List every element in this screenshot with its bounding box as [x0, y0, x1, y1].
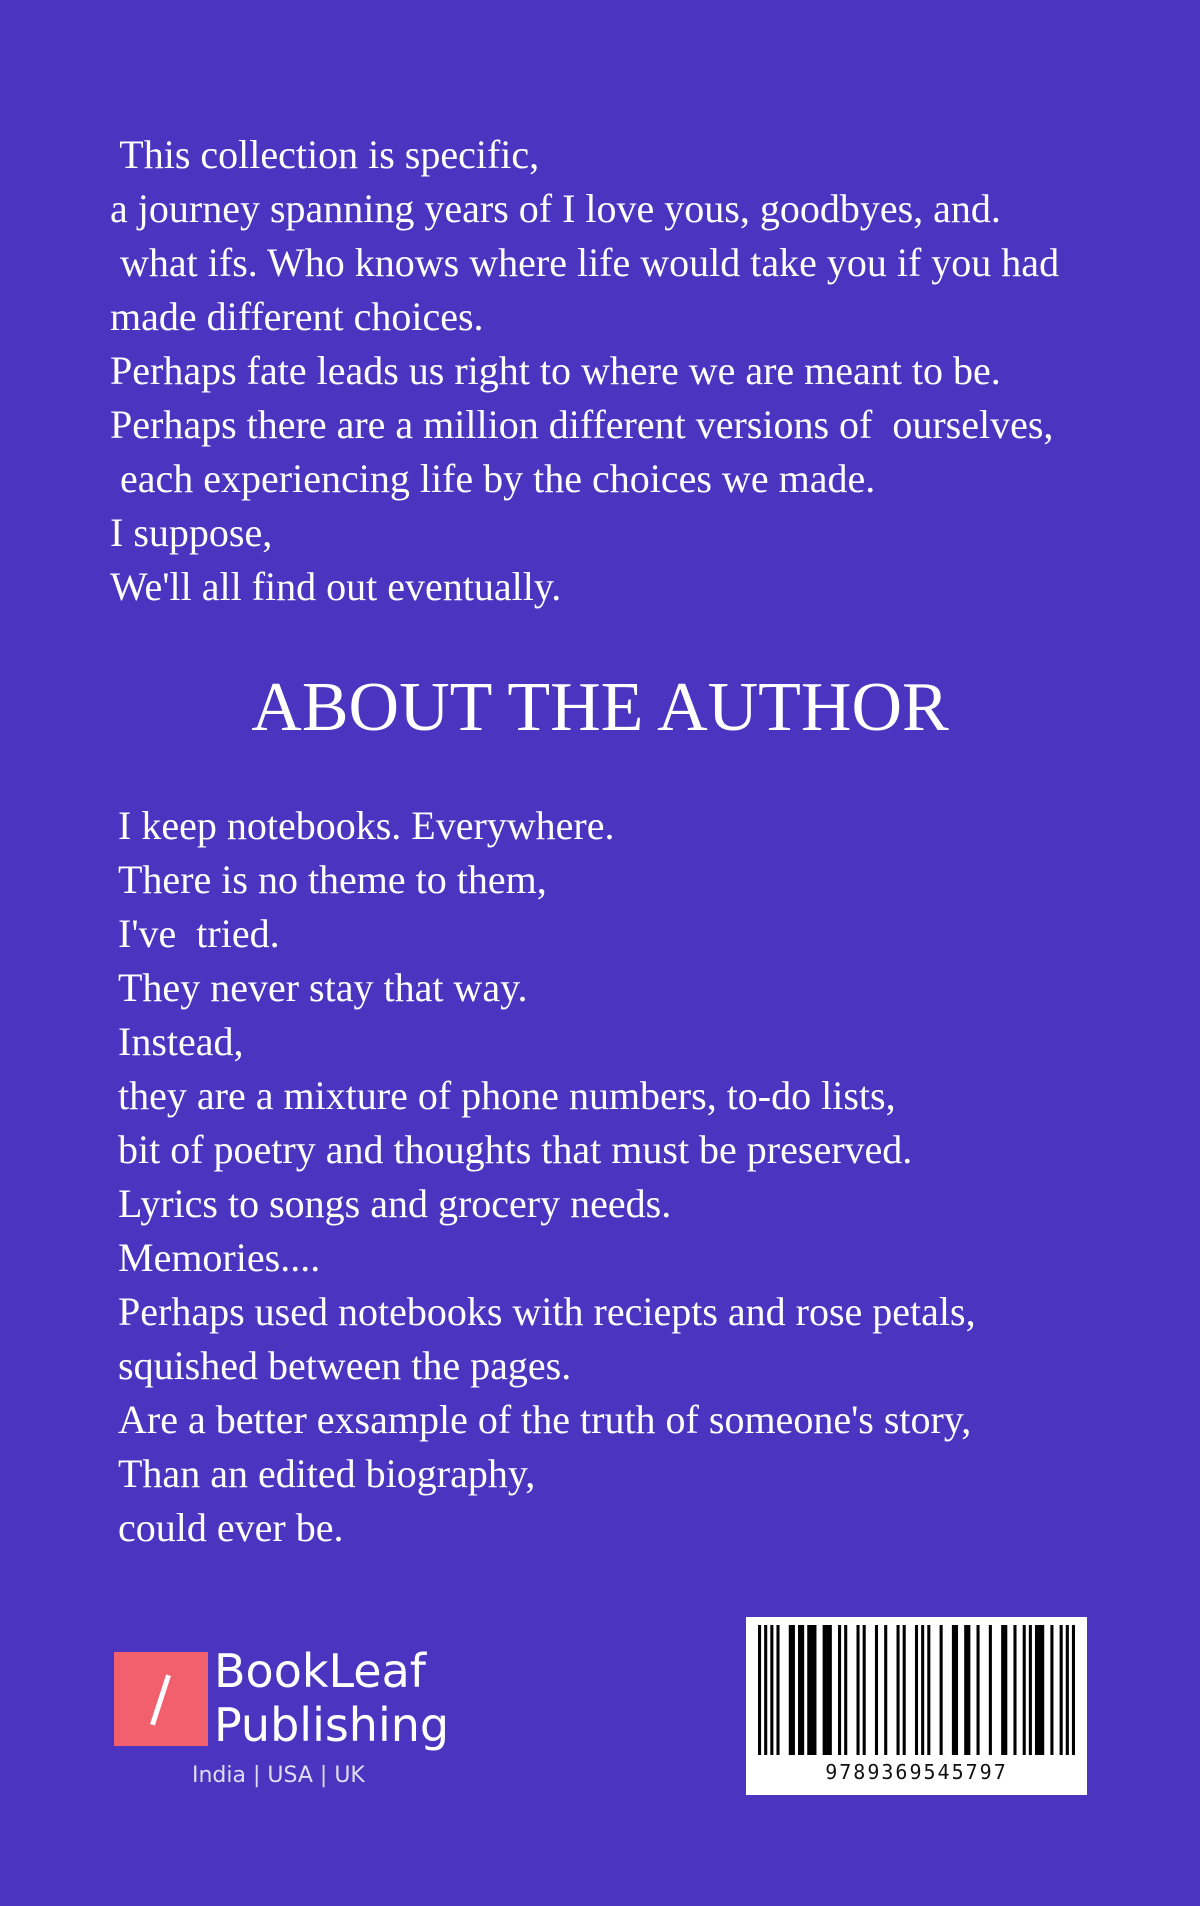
isbn-number: 9789369545797 [825, 1760, 1008, 1784]
barcode-bar [844, 1625, 847, 1755]
publisher-name [214, 1644, 449, 1752]
blurb-line: what ifs. Who knows where life would take you if you had [110, 240, 1060, 285]
barcode-bar [989, 1625, 992, 1755]
barcode-bar [770, 1625, 773, 1755]
barcode-bar [927, 1625, 930, 1755]
bio-line: they are a mixture of phone numbers, to-do lists, [118, 1073, 896, 1118]
blurb-line: We'll all find out eventually. [110, 564, 562, 609]
bio-line: Instead, [118, 1019, 244, 1064]
bio-line: There is no theme to them, [118, 857, 547, 902]
barcode-bar [838, 1625, 841, 1755]
barcode-bar [823, 1625, 832, 1755]
barcode-bar [1050, 1625, 1053, 1755]
blurb [110, 128, 1110, 614]
blurb-line: Perhaps there are a million different versions of ourselves, [110, 402, 1054, 447]
bio-line: Perhaps used notebooks with reciepts and rose petals, [118, 1289, 976, 1334]
barcode-bar [897, 1625, 900, 1755]
barcode-bar [863, 1625, 866, 1755]
bio-line: They never stay that way. [118, 965, 528, 1010]
slash-logo-icon [114, 1652, 208, 1746]
barcode-icon [758, 1625, 1075, 1755]
barcode-bar [798, 1625, 804, 1755]
blurb-line: each experiencing life by the choices we made. [110, 456, 876, 501]
blurb-line: made different choices. [110, 294, 484, 339]
bio-line: I've tried. [118, 911, 280, 956]
barcode-bar [940, 1625, 943, 1755]
bio-line: squished between the pages. [118, 1343, 572, 1388]
barcode-bar [776, 1625, 779, 1755]
barcode-bar [952, 1625, 958, 1755]
barcode-bar [921, 1625, 924, 1755]
bio-line: Memories.... [118, 1235, 321, 1280]
barcode-bar [789, 1625, 795, 1755]
publisher-logo [114, 1644, 474, 1800]
author-bio [118, 799, 1118, 1555]
blurb-line: Perhaps fate leads us right to where we are meant to be. [110, 348, 1001, 393]
bio-line: Are a better exsample of the truth of someone's story, [118, 1397, 972, 1442]
barcode-bar [1072, 1625, 1075, 1755]
bio-line: I keep notebooks. Everywhere. [118, 803, 615, 848]
logo-slash-mark [150, 1675, 171, 1726]
isbn-barcode [746, 1617, 1087, 1795]
barcode-bar [875, 1625, 878, 1755]
barcode-bar [1066, 1625, 1069, 1755]
barcode-bar [807, 1625, 816, 1755]
barcode-bar [758, 1625, 761, 1755]
barcode-bar [884, 1625, 887, 1755]
publisher-name-line1: BookLeaf [214, 1644, 426, 1698]
barcode-bar [1001, 1625, 1007, 1755]
blurb-line: I suppose, [110, 510, 273, 555]
barcode-bar [903, 1625, 906, 1755]
bio-line: bit of poetry and thoughts that must be preserved. [118, 1127, 913, 1172]
barcode-bar [1035, 1625, 1044, 1755]
barcode-bar [764, 1625, 767, 1755]
bio-line: Than an edited biography, [118, 1451, 536, 1496]
blurb-line: This collection is specific, [110, 132, 540, 177]
blurb-line: a journey spanning years of I love yous, goodbyes, and. [110, 186, 1001, 231]
barcode-bar [1029, 1625, 1032, 1755]
publisher-name-line2: Publishing [214, 1698, 450, 1752]
barcode-bar [964, 1625, 970, 1755]
about-author-heading: ABOUT THE AUTHOR [251, 669, 949, 746]
publisher-regions: India | USA | UK [192, 1763, 365, 1788]
bio-line: could ever be. [118, 1505, 344, 1550]
barcode-bar [1023, 1625, 1026, 1755]
barcode-bar [1013, 1625, 1016, 1755]
bio-line: Lyrics to songs and grocery needs. [118, 1181, 672, 1226]
barcode-bar [915, 1625, 918, 1755]
barcode-bar [977, 1625, 980, 1755]
barcode-bar [856, 1625, 859, 1755]
barcode-bar [1060, 1625, 1063, 1755]
